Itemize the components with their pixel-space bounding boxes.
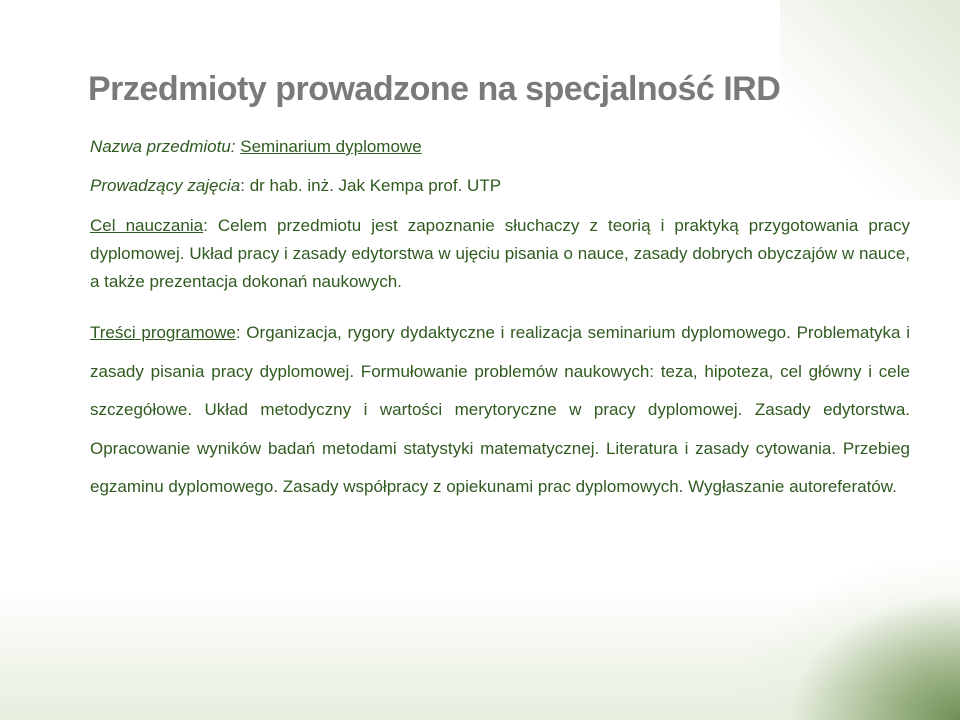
goal-text: Celem przedmiotu jest zapoznanie słuchaczy z teorią i praktyką przygotowania pracy dyplomowej. Układ pracy i zasady edytorstwa w ujęciu pisania o nauce, zasady dobrych obyczajów w nauce, a także prezentacja dokonań naukowych. [90,216,910,291]
lecturer-label: Prowadzący zajęcia [90,176,241,195]
lecturer-separator: : [240,176,245,195]
background-decoration-top-right [780,0,960,200]
goal-paragraph [90,212,910,296]
goal-separator: : [203,216,208,235]
subject-line [90,137,910,157]
lecturer-line [90,176,910,196]
program-text: Organizacja, rygory dydaktyczne i realizacja seminarium dyplomowego. Problematyka i zasady pisania pracy dyplomowej. Formułowanie problemów naukowych: teza, hipoteza, cel główny i cele szczegółowe. Układ metodyczny i wartości merytoryczne w pracy dyplomowej. Zasady edytorstwa. Opracowanie wyników badań metodami statystyki matematycznej. Literatura i zasady cytowania. Przebieg egzaminu dyplomowego. Zasady współpracy z opiekunami prac dyplomowych. Wygłaszanie autoreferatów. [90,323,910,496]
lecturer-value: dr hab. inż. Jak Kempa prof. UTP [244,176,502,195]
subject-value: Seminarium dyplomowe [240,137,422,156]
subject-label: Nazwa przedmiotu: [90,137,236,156]
slide-title: Przedmioty prowadzone na specjalność IRD [88,70,781,108]
program-label: Treści programowe [90,323,236,342]
background-decoration-bottom-right [740,560,960,720]
goal-label: Cel nauczania [90,216,204,235]
program-separator: : [235,323,241,342]
program-paragraph [90,314,910,507]
